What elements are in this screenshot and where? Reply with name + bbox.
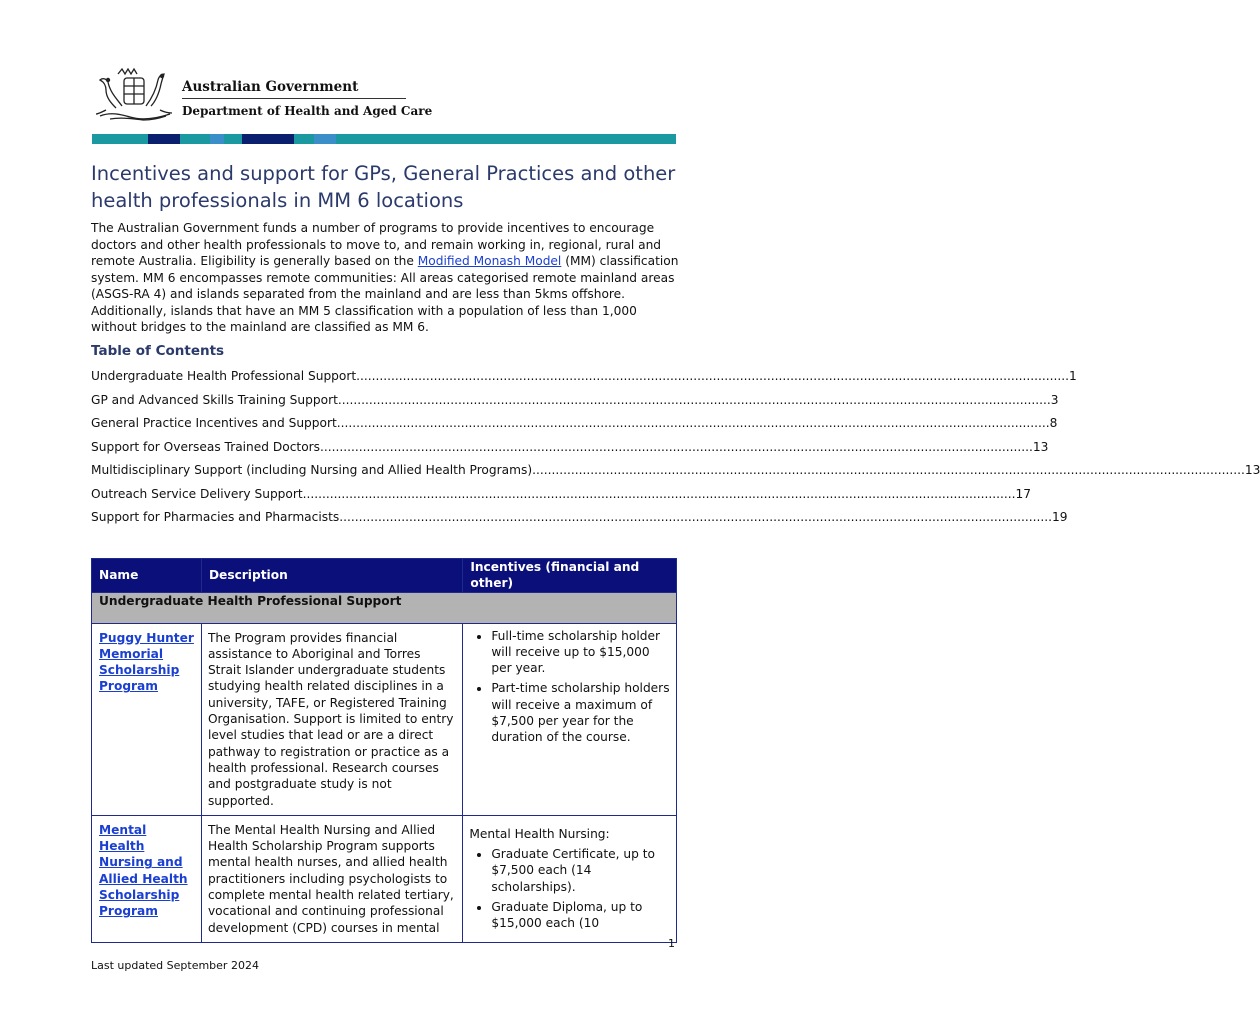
toc-entry[interactable] xyxy=(91,368,1077,392)
toc-entry-page: 1 xyxy=(1069,369,1077,383)
toc-entry-page: 3 xyxy=(1050,392,1059,407)
program-description: The Program provides financial assistance to Aboriginal and Torres Strait Islander undergraduate students studying health related disciplines in a university, TAFE, or Registered Training Organisation. Support is limited to entry level studies that lead or are a direct pathway to registration or practice as a health professional. Research courses and postgraduate study is not supported. xyxy=(201,623,462,815)
intro-text-1: The Australian Government funds a number of programs to provide incentives to encourage doctors and other health professionals to move to, and remain working in, regional, rural and remote Australia. Eligibility is generally based on the xyxy=(91,221,662,268)
table-row xyxy=(92,815,677,942)
incentive-item: • Part-time scholarship holders will receive a maximum of $7,500 per year for the duration of the course. xyxy=(491,680,670,745)
program-incentives xyxy=(463,815,677,942)
org-name: Australian Government xyxy=(182,79,359,95)
incentive-item: • Graduate Diploma, up to $15,000 each (10 xyxy=(491,899,670,932)
toc-leader: ........................................................................................................................................................................................ xyxy=(336,416,1050,430)
toc-entry-title: Outreach Service Delivery Support xyxy=(91,486,303,501)
toc-entry-title: General Practice Incentives and Support xyxy=(91,416,337,430)
table-header-row xyxy=(92,559,677,593)
toc-leader: ........................................................................................................................................................................................ xyxy=(320,439,1033,454)
toc-entry[interactable] xyxy=(91,392,1059,416)
program-description: The Mental Health Nursing and Allied Health Scholarship Program supports mental health nurses, and allied health practitioners including psychologists to complete mental health related tertiary, vocational and continuing professional development (CPD) courses in mental xyxy=(201,815,462,942)
toc-entry-title: Support for Overseas Trained Doctors xyxy=(91,439,321,454)
table-row xyxy=(92,623,677,815)
toc-entry[interactable] xyxy=(91,486,1032,510)
program-name-cell xyxy=(92,623,202,815)
table-section-row xyxy=(92,592,677,623)
toc-leader: ........................................................................................................................................................................................ xyxy=(532,463,1245,477)
intro-text-2: (MM) classification system. MM 6 encompasses remote communities: All areas categorised remote mainland areas (ASGS-RA 4) and islands separated from the mainland and are less than 5kms offshore. Additionally, islands that have an MM 5 classification with a population of less than 1,000 without bridges to the mainland are classified as MM 6. xyxy=(91,254,679,334)
program-link[interactable]: Puggy Hunter Memorial Scholarship Program xyxy=(99,630,194,694)
toc-entry-title: Multidisciplinary Support (including Nursing and Allied Health Programs) xyxy=(91,463,533,477)
program-name-cell xyxy=(92,815,202,942)
incentive-list xyxy=(469,846,670,931)
government-logo xyxy=(96,66,433,126)
toc-leader: ........................................................................................................................................................................................ xyxy=(302,486,1016,501)
coat-of-arms-icon xyxy=(96,66,176,122)
logo-divider xyxy=(182,98,406,99)
toc-entry-title: Support for Pharmacies and Pharmacists xyxy=(91,510,340,524)
toc-entry-page: 8 xyxy=(1049,416,1058,430)
toc-entry-page: 13 xyxy=(1244,463,1260,477)
program-incentives xyxy=(463,623,677,815)
modified-monash-model-link[interactable]: Modified Monash Model xyxy=(417,254,562,268)
incentive-lead: Mental Health Nursing: xyxy=(469,826,610,841)
table-of-contents xyxy=(91,368,1260,533)
column-header-name: Name xyxy=(92,559,202,593)
department-name: Department of Health and Aged Care xyxy=(182,104,433,118)
incentive-item: • Full-time scholarship holder will receive up to $15,000 per year. xyxy=(491,628,670,677)
footer-updated: Last updated September 2024 xyxy=(91,959,259,972)
column-header-incentives: Incentives (financial and other) xyxy=(463,559,677,593)
toc-entry[interactable] xyxy=(91,462,1260,486)
toc-leader: ........................................................................................................................................................................................ xyxy=(337,392,1051,407)
incentive-item: • Graduate Certificate, up to $7,500 each (14 scholarships). xyxy=(491,846,670,895)
toc-entry-page: 17 xyxy=(1015,486,1032,501)
toc-entry[interactable] xyxy=(91,509,1068,533)
toc-entry[interactable] xyxy=(91,439,1049,463)
toc-leader: ........................................................................................................................................................................................ xyxy=(339,510,1053,524)
section-title: Undergraduate Health Professional Support xyxy=(92,592,677,623)
toc-entry-title: Undergraduate Health Professional Support xyxy=(91,369,357,383)
incentives-table xyxy=(91,558,677,943)
toc-entry[interactable] xyxy=(91,415,1058,439)
page-title: Incentives and support for GPs, General Practices and other health professionals in MM 6 locations xyxy=(91,162,676,212)
toc-entry-page: 19 xyxy=(1052,510,1068,524)
toc-leader: ........................................................................................................................................................................................ xyxy=(356,369,1069,383)
program-link[interactable]: Mental Health Nursing and Allied Health Scholarship Program xyxy=(99,822,188,919)
toc-heading: Table of Contents xyxy=(91,343,225,359)
column-header-description: Description xyxy=(201,559,462,593)
toc-entry-page: 13 xyxy=(1032,439,1049,454)
intro-paragraph xyxy=(91,220,681,336)
toc-entry-title: GP and Advanced Skills Training Support xyxy=(91,392,338,407)
incentive-list xyxy=(469,628,670,746)
header-stripe xyxy=(92,134,676,144)
page-number: 1 xyxy=(668,937,675,950)
